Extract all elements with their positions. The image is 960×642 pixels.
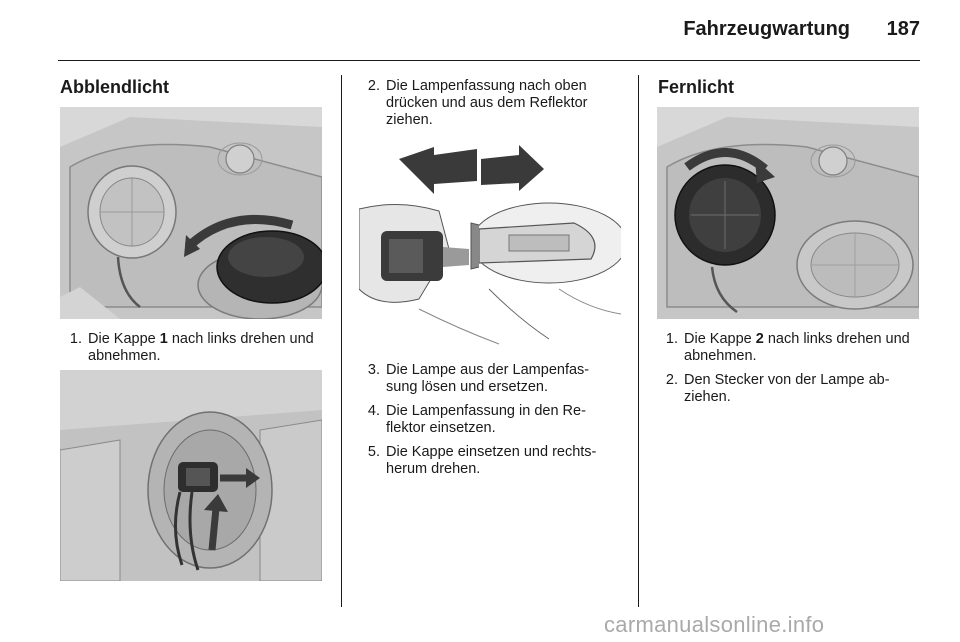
step-item bbox=[362, 78, 624, 129]
step-item bbox=[362, 444, 624, 478]
illustration-bulb-removal bbox=[359, 139, 621, 350]
step-number: 3. bbox=[367, 362, 380, 378]
illustration-low-beam-cap bbox=[60, 107, 322, 319]
step-text-bold: 2 bbox=[755, 331, 764, 347]
step-item bbox=[362, 362, 624, 396]
header-rule bbox=[58, 60, 920, 61]
step-item bbox=[660, 372, 922, 406]
column-divider-left bbox=[341, 75, 342, 607]
step-text: Die Kappe einsetzen und rechts- herum drehen. bbox=[386, 444, 597, 477]
steps-low-beam-2 bbox=[362, 78, 624, 136]
watermark: carmanualsonline.info bbox=[604, 612, 825, 637]
step-number: 4. bbox=[367, 403, 380, 419]
step-number: 2. bbox=[665, 372, 678, 388]
step-number: 1. bbox=[665, 331, 678, 347]
section-heading-low-beam: Abblendlicht bbox=[60, 77, 169, 97]
step-text: Den Stecker von der Lampe ab- ziehen. bbox=[684, 372, 890, 405]
running-header-title: Fahrzeugwartung bbox=[683, 18, 850, 40]
page-number: 187 bbox=[886, 18, 920, 40]
step-text-pre: Die Kappe bbox=[684, 331, 756, 347]
step-text: Die Lampenfassung in den Re- flektor einsetzen. bbox=[386, 403, 586, 436]
step-text-post: nach links drehen und abnehmen. bbox=[88, 331, 314, 364]
step-number: 2. bbox=[367, 78, 380, 94]
step-text: Die Lampenfassung nach oben drücken und aus dem Reflektor ziehen. bbox=[386, 78, 588, 128]
step-text: Die Lampe aus der Lampenfas- sung lösen und ersetzen. bbox=[386, 362, 590, 395]
step-text-post: nach links drehen und abnehmen. bbox=[684, 331, 910, 364]
section-heading-high-beam: Fernlicht bbox=[658, 77, 735, 97]
step-text-pre: Die Kappe bbox=[88, 331, 160, 347]
steps-high-beam bbox=[660, 331, 922, 413]
step-number: 5. bbox=[367, 444, 380, 460]
illustration-high-beam-cap bbox=[657, 107, 919, 319]
step-item bbox=[660, 331, 922, 365]
steps-low-beam-3 bbox=[362, 362, 624, 485]
column-divider-right bbox=[638, 75, 639, 607]
step-number: 1. bbox=[69, 331, 82, 347]
steps-low-beam-1 bbox=[64, 331, 326, 372]
illustration-low-beam-socket bbox=[60, 370, 322, 581]
step-item bbox=[362, 403, 624, 437]
step-text-bold: 1 bbox=[159, 331, 168, 347]
step-item bbox=[64, 331, 326, 365]
